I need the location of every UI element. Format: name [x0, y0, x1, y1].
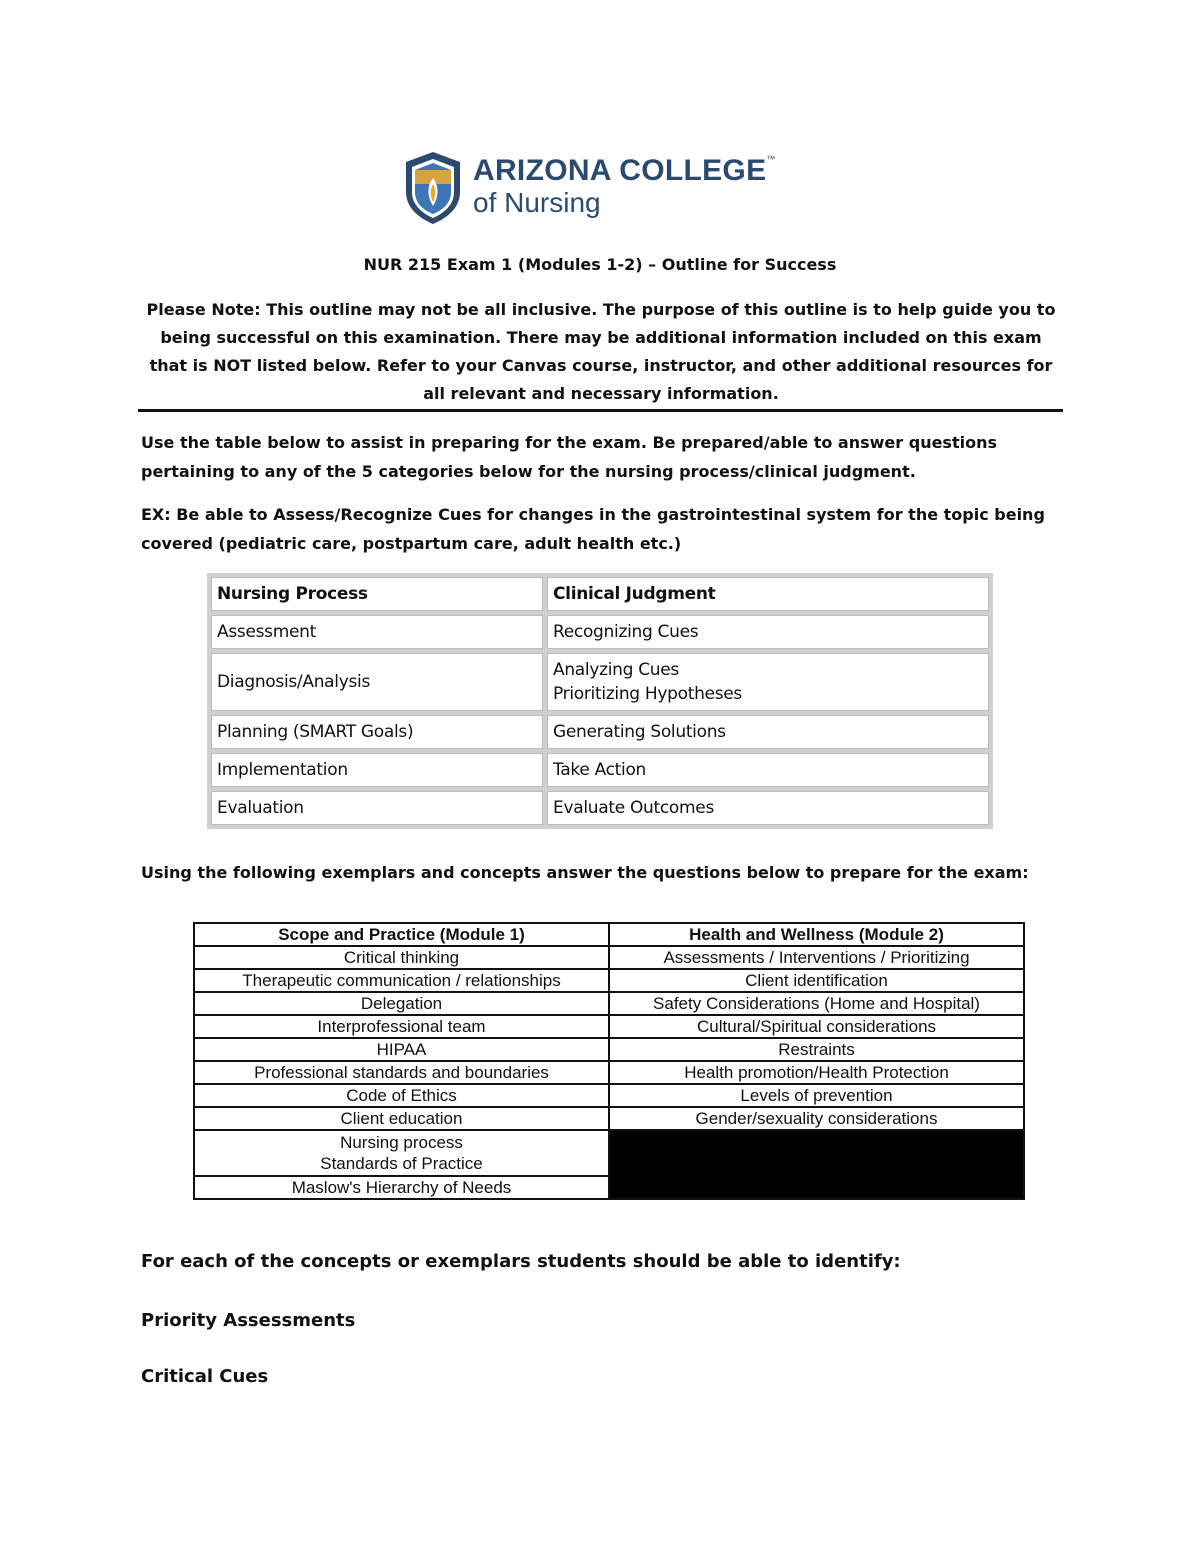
table-row: [211, 715, 989, 749]
table-header-row: [194, 923, 1024, 946]
table-row: [194, 1015, 1024, 1038]
header-health-and-wellness: Health and Wellness (Module 2): [609, 923, 1024, 946]
header-nursing-process: Nursing Process: [211, 577, 543, 611]
page-title: NUR 215 Exam 1 (Modules 1-2) – Outline for Success: [363, 255, 837, 274]
exemplars-intro: Using the following exemplars and concepts answer the questions below to prepare for the exam:: [141, 863, 1029, 882]
table-cell: Critical thinking: [194, 946, 609, 969]
table-cell: Health promotion/Health Protection: [609, 1061, 1024, 1084]
table-row: [211, 615, 989, 649]
horizontal-divider: [138, 409, 1063, 412]
exemplars-table: [193, 922, 1025, 1200]
table-cell: Code of Ethics: [194, 1084, 609, 1107]
table-row: [211, 653, 989, 711]
table-row: [194, 1130, 1024, 1176]
table-cell: Delegation: [194, 992, 609, 1015]
table-cell: Professional standards and boundaries: [194, 1061, 609, 1084]
table-cell: Restraints: [609, 1038, 1024, 1061]
table-cell: Maslow's Hierarchy of Needs: [194, 1176, 609, 1199]
table-cell: Planning (SMART Goals): [211, 715, 543, 749]
table-cell: Recognizing Cues: [547, 615, 989, 649]
critical-cues-heading: Critical Cues: [141, 1366, 269, 1387]
nursing-process-table: [207, 573, 993, 829]
table-cell: Take Action: [547, 753, 989, 787]
table-row: [194, 1107, 1024, 1130]
table-cell: Generating Solutions: [547, 715, 989, 749]
table-cell: Diagnosis/Analysis: [211, 653, 543, 711]
cell-line: Standards of Practice: [320, 1154, 483, 1173]
table-cell: HIPAA: [194, 1038, 609, 1061]
college-logo: [403, 150, 803, 230]
table-row: [211, 753, 989, 787]
table-cell: Levels of prevention: [609, 1084, 1024, 1107]
identify-heading: For each of the concepts or exemplars students should be able to identify:: [141, 1251, 901, 1272]
blacked-out-cell: [609, 1130, 1024, 1199]
table-row: [211, 791, 989, 825]
table-cell: Safety Considerations (Home and Hospital): [609, 992, 1024, 1015]
table-cell: [194, 1130, 609, 1176]
logo-text-arizona-college: ARIZONA COLLEGE™: [473, 154, 776, 187]
header-clinical-judgment: Clinical Judgment: [547, 577, 989, 611]
table-row: [194, 992, 1024, 1015]
table-cell: Cultural/Spiritual considerations: [609, 1015, 1024, 1038]
table-row: [194, 1061, 1024, 1084]
table-cell: Assessment: [211, 615, 543, 649]
cell-line: Nursing process: [340, 1133, 463, 1152]
cell-line: Prioritizing Hypotheses: [553, 684, 742, 704]
shield-icon: [403, 150, 463, 226]
table-cell: Evaluate Outcomes: [547, 791, 989, 825]
table-cell: Client identification: [609, 969, 1024, 992]
table-cell: Gender/sexuality considerations: [609, 1107, 1024, 1130]
table-cell: [547, 653, 989, 711]
table-row: [194, 969, 1024, 992]
cell-line: Analyzing Cues: [553, 660, 679, 680]
table-cell: Evaluation: [211, 791, 543, 825]
table-row: [194, 1084, 1024, 1107]
example-paragraph: EX: Be able to Assess/Recognize Cues for changes in the gastrointestinal system for the topic being covered (pediatric care, postpartum care, adult health etc.): [141, 505, 1045, 553]
table-cell: Assessments / Interventions / Prioritizing: [609, 946, 1024, 969]
priority-assessments-heading: Priority Assessments: [141, 1310, 356, 1331]
table-row: [194, 946, 1024, 969]
table-cell: Client education: [194, 1107, 609, 1130]
table-row: [194, 1038, 1024, 1061]
table-header-row: [211, 577, 989, 611]
table-cell: Therapeutic communication / relationships: [194, 969, 609, 992]
logo-text-of-nursing: of Nursing: [473, 187, 601, 218]
intro-paragraph: Use the table below to assist in preparing for the exam. Be prepared/able to answer questions pertaining to any of the 5 categories below for the nursing process/clinical judgment.: [141, 433, 997, 481]
table-cell: Implementation: [211, 753, 543, 787]
disclaimer-note: Please Note: This outline may not be all inclusive. The purpose of this outline is to help guide you to being successful on this examination. There may be additional information included on this exam that is NOT listed below. Refer to your Canvas course, instructor, and other additional resources for all relevant and necessary information.: [146, 300, 1056, 403]
table-cell: Interprofessional team: [194, 1015, 609, 1038]
header-scope-and-practice: Scope and Practice (Module 1): [194, 923, 609, 946]
